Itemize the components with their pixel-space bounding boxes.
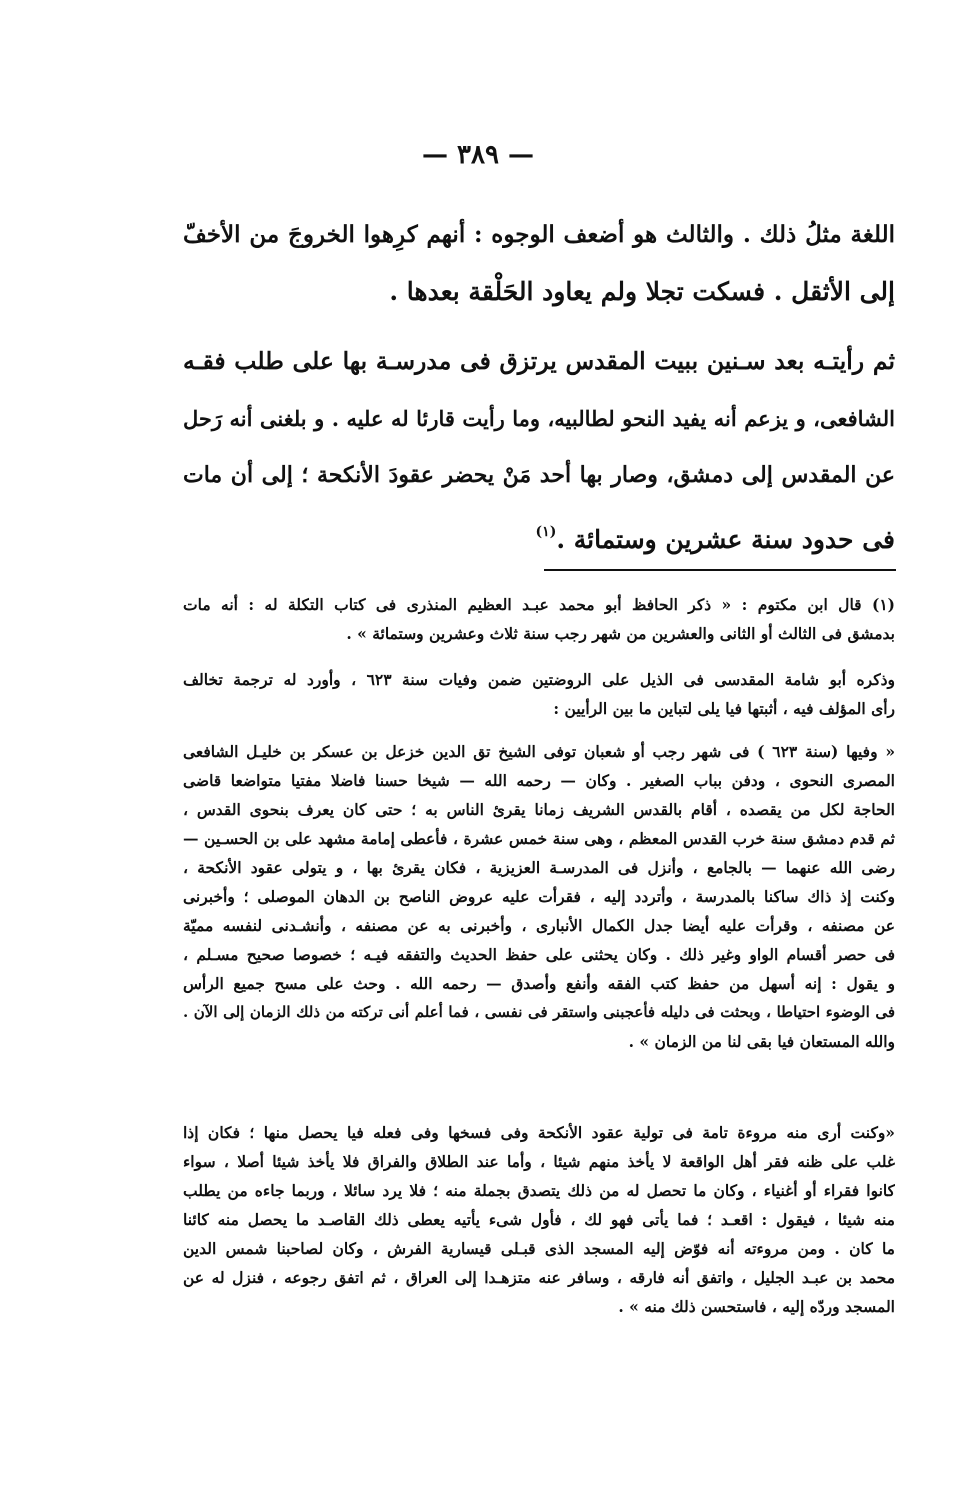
text-line: الشافعى، و يزعم أنه يفيد النحو لطالبيه، وما رأيت قارئا له عليه . و بلغنى أنه رَحل bbox=[183, 406, 895, 431]
footnote-line: منه شيئا ، فيقول : اقعـد ؛ فما يأتى فهو لك ، فأول شىء يأتيه يعطى ذلك القاصـد ما يحصل منه كائنا bbox=[183, 1210, 895, 1229]
footnote-line: «وكنت أرى منه مروءة تامة فى تولية عقود الأنكحة وفى فسخها وفى فعله فيا يحصل منها ؛ فكان إذا bbox=[183, 1123, 895, 1142]
footnote-line: رأى المؤلف فيه ، أثبتها فيا يلى لتباين ما بين الرأيين : bbox=[553, 699, 895, 718]
footnote-separator bbox=[544, 569, 896, 571]
main-paragraph-2 bbox=[183, 333, 895, 568]
footnote-line: رضى الله عنهما — بالجامع ، وأنزل فى المدرسـة العزيزية ، فكان يقرئ بها ، و يتولى عقود الأنكحة ، bbox=[183, 858, 895, 877]
main-paragraph-1 bbox=[183, 206, 895, 320]
text-line: عن المقدس إلى دمشق، وصار بها أحد مَنْ يحضر عقودَ الأنكحة ؛ إلى أن مات bbox=[183, 462, 895, 488]
page-number: — ٣٨٩ — bbox=[421, 140, 535, 170]
text-line: ثم رأيتـه بعد سـنين ببيت المقدس يرتزق فى مدرسـة بها على طلب فقـه bbox=[183, 347, 895, 375]
footnote-line: الحاجة لكل من يقصده ، أقام بالقدس الشريف زمانا يقرئ الناس به ؛ حتى كان يعرف بنحوى القدس ، bbox=[183, 800, 895, 819]
footnote-line: كانوا فقراء أو أغنياء ، وكان ما تحصل له من ذلك يتصدق بجملة منه ؛ فلا يرد سائلا ، وربما جاءه من يطلب bbox=[183, 1181, 895, 1200]
footnote-line: « وفيها (سنة ٦٢٣ ) فى شهر رجب أو شعبان توفى الشيخ تق الدين خزعل بن عسكر بن خليـل الشافعى bbox=[183, 742, 895, 761]
footnote-line: وذكره أبو شامة المقدسى فى الذيل على الروضتين ضمن وفيات سنة ٦٢٣ ، وأورد له ترجمة تخالف bbox=[183, 670, 895, 689]
text-line-with-footnote bbox=[183, 504, 895, 568]
footnote-1 bbox=[183, 590, 895, 648]
footnote-line: المصرى النحوى ، ودفن بباب الصغير . وكان — رحمه الله — شيخا حسنا فاضلا مفتيا متواضعا قاضى bbox=[183, 771, 895, 790]
footnote-line: فى الوضوء احتياطا ، وبحثت فى دليله فأعجبنى واستقر فى نفسى ، فما أعلم أنى تركته من ذلك الزمان إلى الآن . bbox=[183, 1003, 895, 1021]
footnote-line: فى حصر أقسام الواو وغير ذلك . وكان يحثنى على حفظ الحديث والتفقه فيـه ؛ خصوصا صحيح مسـلم ، bbox=[183, 945, 895, 964]
footnote-line: و يقول : إنه أسهل من حفظ كتب الفقه وأنفع وأصدق — رحمه الله . وحث على مسح جميع الرأس bbox=[183, 974, 895, 993]
footnote-line: والله المستعان فيا بقى لنا من الزمان » . bbox=[628, 1032, 895, 1051]
footnote-4 bbox=[183, 1118, 895, 1321]
text-line: اللغة مثلُ ذلك . والثالث هو أضعف الوجوه : أنهم كرِهوا الخروجَ من الأخفّ bbox=[183, 221, 895, 248]
footnote-line: (١) قال ابن مكتوم : « ذكر الحافظ أبو محمد عبـد العظيم المنذرى فى كتاب التكلة له : أنه مات bbox=[183, 595, 895, 614]
footnote-line: ثم قدم دمشق سنة خرب القدس المعظم ، وهى سنة خمس عشرة ، فأعطى إمامة مشهد على بن الحسـين — bbox=[183, 829, 895, 848]
text-line-content: فى حدود سنة عشرين وستمائة . bbox=[556, 525, 895, 554]
footnote-line: بدمشق فى الثالث أو الثانى والعشرين من شهر رجب سنة ثلاث وعشرين وستمائة » . bbox=[346, 624, 895, 643]
footnote-2 bbox=[183, 665, 895, 723]
footnote-line: ما كان . ومن مروءته أنه فوّض إليه المسجد الذى قبـلى قيسارية الفرش ، وكان لصاحبنا شمس الدين bbox=[183, 1239, 895, 1258]
footnote-line: وكنت إذ ذاك ساكنا بالمدرسة ، وأتردد إليه ، فقرأت عليه عروض الناصح بن الدهان الموصلى ؛ وأخبرنى bbox=[183, 887, 895, 906]
footnote-line: المسجد وردّه إليه ، فاستحسن ذلك منه » . bbox=[618, 1297, 895, 1316]
footnote-line: محمد بن عبـد الجليل ، واتفق أنه فارقه ، وسافر عنه متزهـدا إلى العراق ، ثم اتفق رجوعه ، فنزل له عن bbox=[183, 1268, 895, 1287]
footnote-line: غلب على ظنه فقر أهل الواقعة لا يأخذ منهم شيئا ، وأما عند الطلاق والفراق فلا يأخذ شيئا أصلا ، سواء bbox=[183, 1152, 895, 1171]
footnote-marker: (١) bbox=[535, 524, 557, 540]
footnote-line: عن مصنفه ، وقرأت عليه أيضا جدل الكمال الأنبارى ، وأخبرنى به عن مصنفه ، وأنشـدنى لنفسه مميّة bbox=[183, 916, 895, 935]
text-line: إلى الأثقل . فسكت تجلا ولم يعاود الحَلْقة بعدها . bbox=[389, 277, 895, 306]
footnote-3 bbox=[183, 737, 895, 1056]
